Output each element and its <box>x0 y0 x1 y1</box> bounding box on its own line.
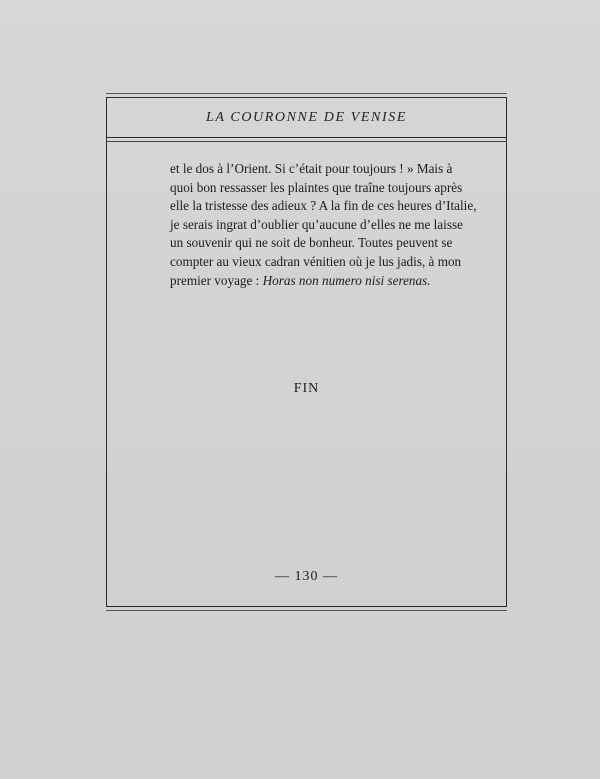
body-line: un souvenir qui ne soit de bonheur. Toutes peuvent se <box>170 235 453 251</box>
frame-outer-top-rule <box>106 93 507 94</box>
frame-outer-bottom-rule <box>106 610 507 611</box>
end-mark: FIN <box>293 381 320 396</box>
body-line: elle la tristesse des adieux ? A la fin de ces heures d’Italie, <box>170 198 477 214</box>
body-line-last-prefix: premier voyage : <box>170 272 263 288</box>
body-line: je serais ingrat d’oublier qu’aucune d’elles ne me laisse <box>170 216 463 232</box>
running-head: LA COURONNE DE VENISE <box>206 110 407 125</box>
body-line: et le dos à l’Orient. Si c’était pour toujours ! » Mais à <box>170 161 453 176</box>
body-line: quoi bon ressasser les plaintes que traîne toujours après <box>170 179 463 195</box>
page-number: — 130 — <box>275 569 338 584</box>
header-rule-secondary <box>106 141 507 142</box>
body-line-last <box>170 272 444 291</box>
body-paragraph <box>170 160 477 290</box>
body-line: compter au vieux cadran vénitien où je lus jadis, à mon <box>170 253 462 269</box>
latin-motto: Horas non numero nisi serenas. <box>262 272 431 288</box>
header-rule <box>106 137 507 138</box>
